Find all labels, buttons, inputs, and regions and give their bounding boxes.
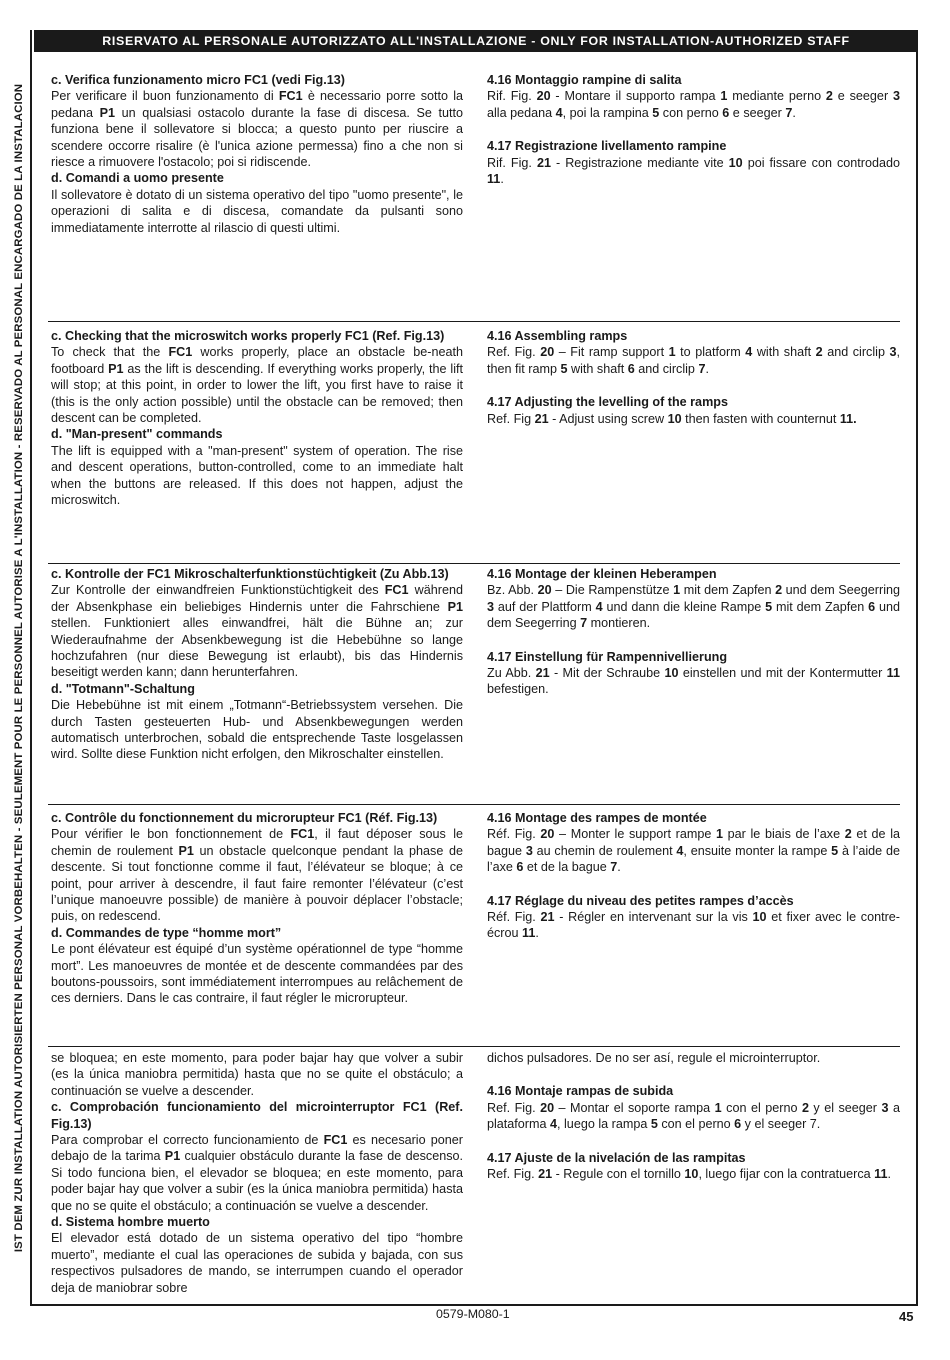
section-heading: 4.17 Ajuste de la nivelación de las rampitas	[487, 1150, 746, 1165]
section-heading: 4.16 Assembling ramps	[487, 329, 628, 343]
italian-right-column	[487, 72, 900, 187]
paragraph: Réf. Fig. 21 - Régler en intervenant sur la vis 10 et fixer avec le contre-écrou 11.	[487, 910, 900, 941]
page-number: 45	[899, 1309, 914, 1324]
paragraph: Rif. Fig. 20 - Montare il supporto rampa 1 mediante perno 2 e seeger 3 alla pedana 4, poi la rampina 5 con perno 6 e seeger 7.	[487, 89, 900, 120]
paragraph: El elevador está dotado de un sistema operativo del tipo “hombre muerto”, mediante el cual las operaciones de subida y bajada, con sus respectivos pulsadores de mando, se interrumpen cuando el operador deja de maniobrar sobre	[51, 1231, 463, 1295]
paragraph: To check that the FC1 works properly, place an obstacle be-neath footboard P1 as the lift is descending. If everything works properly, the lift will stop; at this point, in order to lower the lift, you first have to raise it (this is the only action possible) until the obstacle can be removed; then descent can be completed.	[51, 345, 463, 426]
paragraph: Ref. Fig. 20 – Montar el soporte rampa 1 con el perno 2 y el seeger 3 a plataforma 4, luego la rampa 5 con el perno 6 y el seeger 7.	[487, 1100, 900, 1132]
section-heading: d. "Man-present" commands	[51, 427, 223, 442]
section-heading: 4.17 Réglage du niveau des petites rampes d’accès	[487, 893, 794, 908]
section-divider	[48, 804, 900, 805]
section-heading: 4.16 Montaje rampas de subida	[487, 1084, 674, 1099]
paragraph: dichos pulsadores. De no ser así, regule el microinterruptor.	[487, 1051, 821, 1065]
spanish-right-column	[487, 1050, 900, 1182]
section-heading: 4.16 Montage der kleinen Heberampen	[487, 567, 717, 581]
german-right-column	[487, 566, 900, 698]
paragraph: Rif. Fig. 21 - Registrazione mediante vite 10 poi fissare con controdado 11.	[487, 155, 900, 187]
spanish-left-column	[51, 1050, 463, 1296]
paragraph: se bloquea; en este momento, para poder bajar hay que volver a subir (es la única maniobra permitida) hasta que no se quite el obstáculo; a continuación se vuelve a descender.	[51, 1051, 463, 1098]
section-heading: 4.16 Montaggio rampine di salita	[487, 73, 682, 87]
section-heading: c. Comprobación funcionamiento del microinterruptor FC1 (Ref. Fig.13)	[51, 1100, 463, 1131]
paragraph: Per verificare il buon funzionamento di FC1 è necessario porre sotto la pedana P1 un qualsiasi ostacolo durante la fase di discesa. Se tutto funziona bene il sollevatore si blocca; a questo punto per riuscire a scendere occorre risalire (è l'unica azione permessa) fino a che non si riesce a rimuovere l'ostacolo; poi si ridiscende.	[51, 89, 463, 170]
paragraph: Ref. Fig 21 - Adjust using screw 10 then fasten with counternut 11.	[487, 411, 857, 426]
paragraph: Réf. Fig. 20 – Monter le support rampe 1 par le biais de l’axe 2 et de la bague 3 au chemin de roulement 4, ensuite monter la rampe 5 à l’aide de l’axe 6 et de la bague 7.	[487, 827, 900, 875]
paragraph: Zu Abb. 21 - Mit der Schraube 10 einstellen und mit der Kontermutter 11 befestigen.	[487, 666, 900, 697]
paragraph: The lift is equipped with a "man-present" system of operation. The rise and descent operations, button-controlled, come to an immediate halt when the buttons are released. If this does not happen, adjust the microswitch.	[51, 443, 463, 508]
section-heading: d. "Totmann"-Schaltung	[51, 681, 195, 696]
section-heading: c. Checking that the microswitch works properly FC1 (Ref. Fig.13)	[51, 329, 445, 343]
section-heading: c. Kontrolle der FC1 Mikroschalterfunktionstüchtigkeit (Zu Abb.13)	[51, 567, 449, 581]
section-divider	[48, 321, 900, 322]
english-right-column	[487, 328, 900, 427]
paragraph: Bz. Abb. 20 – Die Rampenstütze 1 mit dem Zapfen 2 und dem Seegerring 3 auf der Plattform 4 und dann die kleine Rampe 5 mit dem Zapfen 6 und dem Seegerring 7 montieren.	[487, 583, 900, 631]
section-heading: d. Commandes de type “homme mort”	[51, 925, 282, 940]
section-heading: 4.17 Einstellung für Rampennivellierung	[487, 649, 728, 664]
paragraph: Die Hebebühne ist mit einem „Totmann“-Betriebssystem versehen. Die durch Tasten gesteuerten Hub- und Absenkbewegungen werden automatisch unterbrochen, sobald die entsprechende Taste losgelassen wird. Sollte diese Funktion nicht erfolgen, den Mikroschalter einstellen.	[51, 698, 463, 762]
paragraph: Ref. Fig. 20 – Fit ramp support 1 to platform 4 with shaft 2 and circlip 3, then fit ramp 5 with shaft 6 and circlip 7.	[487, 345, 901, 376]
paragraph: Pour vérifier le bon fonctionnement de FC1, il faut déposer sous le chemin de roulement P1 un obstacle quelconque pendant la phase de descente. Si tout fonctionne comme il faut, l’élévateur se bloque; à ce point, pour arriver à descendre, il faut faire remonter l’élévateur (c’est l’unique manoeuvre possible) de manière à pouvoir déplacer l’obstacle; puis, on redescend.	[51, 827, 463, 924]
german-left-column	[51, 566, 463, 763]
document-code: 0579-M080-1	[436, 1307, 510, 1321]
paragraph: Para comprobar el correcto funcionamiento de FC1 es necesario poner debajo de la tarima P1 cualquier obstáculo durante la fase de descenso. Si todo funciona bien, el elevador se bloquea; en este momento, para poder bajar hay que volver a subir (es la única maniobra permitida) hasta que no se quite el obstáculo; a continuación se vuelve a descender.	[51, 1133, 463, 1213]
italian-left-column	[51, 72, 463, 236]
section-heading: d. Comandi a uomo presente	[51, 171, 224, 186]
section-heading: d. Sistema hombre muerto	[51, 1215, 210, 1230]
section-heading: c. Contrôle du fonctionnement du microrupteur FC1 (Réf. Fig.13)	[51, 811, 438, 825]
paragraph: Zur Kontrolle der einwandfreien Funktionstüchtigkeit des FC1 während der Absenkphase ein beliebiges Hindernis unter die Fahrschiene P1 stellen. Funktioniert alles einwandfrei, hält die Bühne an; zur Wiederaufnahme der Absenkbewegung ist die Hebebühne so lange hochzufahren (nur diese Bewegung ist erlaubt), bis das Hindernis beseitigt werden kann; dann herunterfahren.	[51, 583, 463, 680]
section-heading: 4.16 Montage des rampes de montée	[487, 811, 707, 825]
section-divider	[48, 563, 900, 564]
frame-right-border	[916, 30, 918, 1306]
french-left-column	[51, 810, 463, 1007]
paragraph: Ref. Fig. 21 - Regule con el tornillo 10, luego fijar con la contratuerca 11.	[487, 1167, 891, 1182]
top-banner: RISERVATO AL PERSONALE AUTORIZZATO ALL'INSTALLAZIONE - ONLY FOR INSTALLATION-AUTHORIZED STAFF	[34, 30, 918, 52]
paragraph: Le pont élévateur est équipé d’un système opérationnel de type “homme mort”. Les manoeuvres de montée et de descente commandées par des boutons-poussoirs, sont immédiatement interrompues au relâchement de ces derniers. Dans le cas contraire, il faut régler le microrupteur.	[51, 942, 463, 1006]
section-heading: 4.17 Registrazione livellamento rampine	[487, 139, 727, 154]
french-right-column	[487, 810, 900, 942]
side-notice-text: IST DEM ZUR INSTALLATION AUTORISIERTEN PERSONAL VORBEHALTEN - SEULEMENT POUR LE PERSONNEL AUTORISE A L'INSTALLATION - RESERVADO AL PERSONAL ENCARGADO DE LA INSTALACION	[13, 83, 25, 1253]
section-divider	[48, 1046, 900, 1047]
section-heading: 4.17 Adjusting the levelling of the ramps	[487, 395, 728, 410]
paragraph: Il sollevatore è dotato di un sistema operativo del tipo "uomo presente", le operazioni di salita e di discesa, comandate da pulsanti sono immediatamente interrotte al rilascio di questi ultimi.	[51, 187, 463, 235]
english-left-column	[51, 328, 463, 508]
section-heading: c. Verifica funzionamento micro FC1 (vedi Fig.13)	[51, 73, 345, 87]
frame-bottom-border	[30, 1304, 918, 1306]
